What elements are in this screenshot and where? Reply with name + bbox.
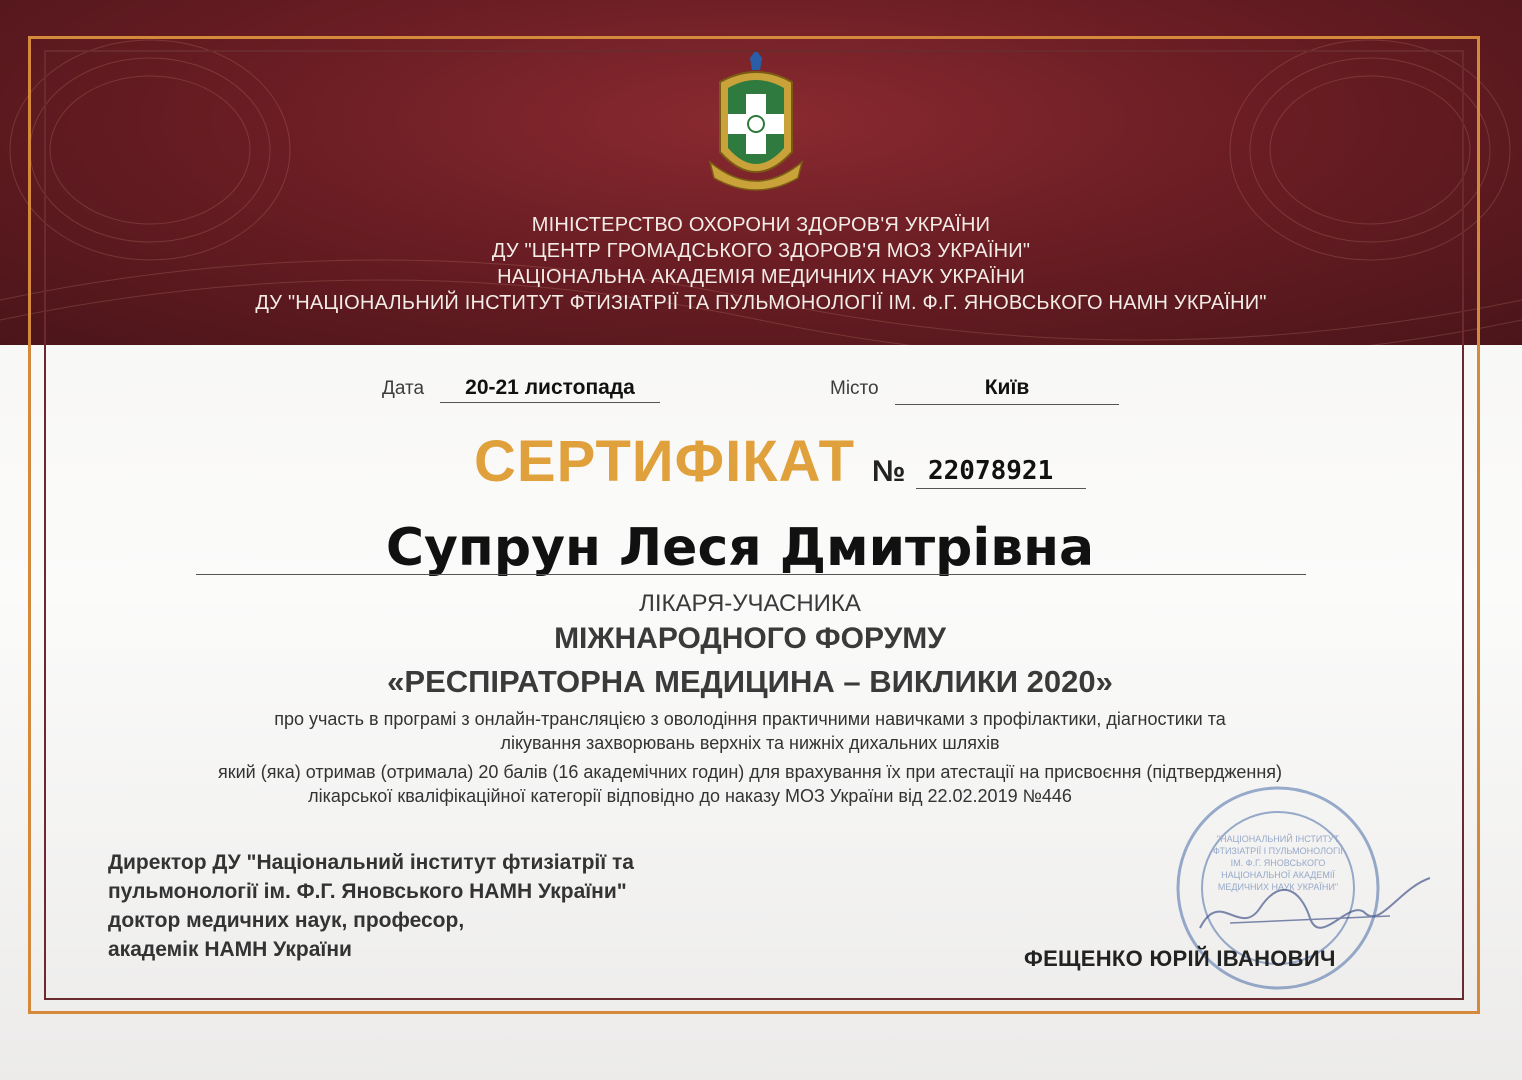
position-line-1: Директор ДУ "Національний інститут фтизіатрії та <box>108 851 634 874</box>
city-value: Київ <box>984 376 1030 399</box>
name-underline <box>196 574 1306 575</box>
recipient-name: Супрун Леся Дмитрівна <box>385 518 1095 578</box>
org-line-academy: НАЦІОНАЛЬНА АКАДЕМІЯ МЕДИЧНИХ НАУК УКРАЇНИ <box>497 266 1025 288</box>
signatory-name: ФЕЩЕНКО ЮРІЙ ІВАНОВИЧ <box>1024 946 1336 971</box>
certificate-number: 22078921 <box>928 456 1054 486</box>
org-line-ministry: МІНІСТЕРСТВО ОХОРОНИ ЗДОРОВ'Я УКРАЇНИ <box>531 214 991 236</box>
forum-title-line2: «РЕСПІРАТОРНА МЕДИЦИНА – ВИКЛИКИ 2020» <box>387 664 1113 699</box>
stamp-line-4: НАЦІОНАЛЬНОЇ АКАДЕМІЇ <box>1221 870 1335 880</box>
number-underline <box>916 488 1086 489</box>
ministry-emblem-icon <box>700 52 812 198</box>
organization-block <box>0 212 1522 316</box>
forum-title-line1: МІЖНАРОДНОГО ФОРУМУ <box>554 622 946 655</box>
stamp-line-5: МЕДИЧНИХ НАУК УКРАЇНИ" <box>1217 882 1339 892</box>
city-underline <box>895 404 1119 405</box>
date-label: Дата <box>382 378 425 399</box>
position-line-4: академік НАМН України <box>108 938 352 961</box>
stamp-line-2: ФТИЗІАТРІЇ І ПУЛЬМОНОЛОГІЇ <box>1213 846 1343 856</box>
signatory-position <box>108 848 634 964</box>
date-underline <box>440 402 660 403</box>
position-line-2: пульмонології ім. Ф.Г. Яновського НАМН України" <box>108 880 627 903</box>
description-line-2: лікування захворювань верхніх та нижніх дихальних шляхів <box>500 733 1000 753</box>
org-line-public-health-center: ДУ "ЦЕНТР ГРОМАДСЬКОГО ЗДОРОВ'Я МОЗ УКРАЇНИ" <box>491 240 1031 262</box>
certificate-title: СЕРТИФІКАТ <box>474 429 856 494</box>
position-line-3: доктор медичних наук, професор, <box>108 909 465 932</box>
stamp-line-3: ІМ. Ф.Г. ЯНОВСЬКОГО <box>1230 858 1326 868</box>
handwritten-signature-icon <box>1190 868 1440 948</box>
org-line-institute: ДУ "НАЦІОНАЛЬНИЙ ІНСТИТУТ ФТИЗІАТРІЇ ТА ПУЛЬМОНОЛОГІЇ ІМ. Ф.Г. ЯНОВСЬКОГО НАМН УКРАЇНИ" <box>255 292 1267 314</box>
description-line-4: лікарської кваліфікаційної категорії відповідно до наказу МОЗ України від 22.02.2019 №446 <box>308 786 1072 806</box>
description-line-3: який (яка) отримав (отримала) 20 балів (16 академічних годин) для врахування їх при атестації на присвоєння (підтвердження) <box>217 762 1283 782</box>
city-label: Місто <box>830 378 879 399</box>
participant-role: ЛІКАРЯ-УЧАСНИКА <box>639 590 861 617</box>
description-line-1: про участь в програмі з онлайн-трансляцією з оволодіння практичними навичками з профілактики, діагностики та <box>274 709 1226 729</box>
date-value: 20-21 листопада <box>465 376 635 399</box>
number-sign: № <box>872 455 906 488</box>
stamp-line-1: "НАЦІОНАЛЬНИЙ ІНСТИТУТ <box>1216 834 1340 844</box>
